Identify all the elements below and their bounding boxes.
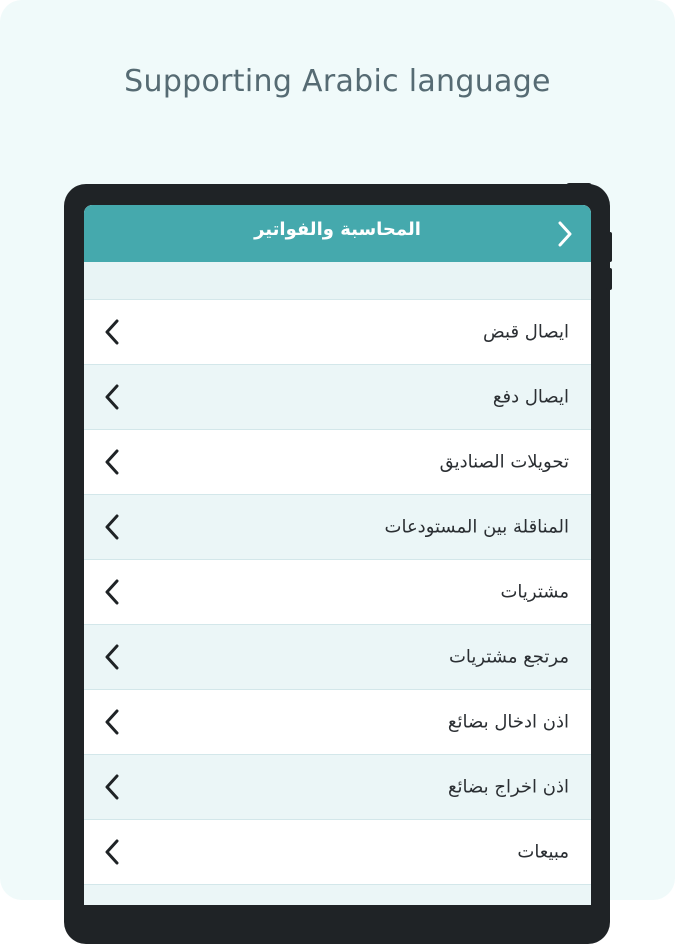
- app-bar: [84, 205, 591, 262]
- tablet-side-button: [606, 232, 612, 262]
- chevron-left-icon: [104, 512, 128, 542]
- menu-item-goods-issue[interactable]: [84, 755, 591, 820]
- app-screen: [84, 205, 591, 905]
- menu-item-payment-voucher[interactable]: [84, 365, 591, 430]
- menu-item-partial[interactable]: [84, 885, 591, 905]
- menu-item-purchases[interactable]: [84, 560, 591, 625]
- menu-list: [84, 300, 591, 905]
- menu-item-label: اذن ادخال بضائع: [447, 711, 569, 733]
- menu-item-cash-transfers[interactable]: [84, 430, 591, 495]
- promo-headline: Supporting Arabic language: [124, 64, 551, 99]
- menu-item-label: المناقلة بين المستودعات: [384, 516, 569, 538]
- menu-item-label: مرتجع مشتريات: [448, 646, 569, 668]
- page-title: المحاسبة والفواتير: [254, 219, 421, 240]
- menu-item-label: مبيعات: [517, 841, 569, 863]
- back-button[interactable]: [548, 217, 582, 251]
- menu-item-receipt-voucher[interactable]: [84, 300, 591, 365]
- chevron-left-icon: [104, 837, 128, 867]
- menu-item-sales[interactable]: [84, 820, 591, 885]
- chevron-left-icon: [104, 577, 128, 607]
- chevron-left-icon: [104, 642, 128, 672]
- chevron-left-icon: [104, 382, 128, 412]
- chevron-left-icon: [104, 707, 128, 737]
- menu-item-label: تحويلات الصناديق: [439, 451, 569, 473]
- menu-item-label: ايصال قبض: [483, 321, 569, 343]
- menu-item-label: ايصال دفع: [492, 386, 569, 408]
- menu-item-warehouse-transfer[interactable]: [84, 495, 591, 560]
- tablet-side-button: [606, 268, 612, 290]
- chevron-right-icon: [557, 221, 573, 247]
- chevron-left-icon: [104, 317, 128, 347]
- menu-item-purchase-returns[interactable]: [84, 625, 591, 690]
- list-spacer: [84, 262, 591, 300]
- menu-item-label: اذن اخراج بضائع: [447, 776, 569, 798]
- menu-item-goods-receipt[interactable]: [84, 690, 591, 755]
- menu-item-label: مشتريات: [500, 581, 569, 603]
- chevron-left-icon: [104, 772, 128, 802]
- chevron-left-icon: [104, 447, 128, 477]
- tablet-camera-bump: [566, 183, 592, 191]
